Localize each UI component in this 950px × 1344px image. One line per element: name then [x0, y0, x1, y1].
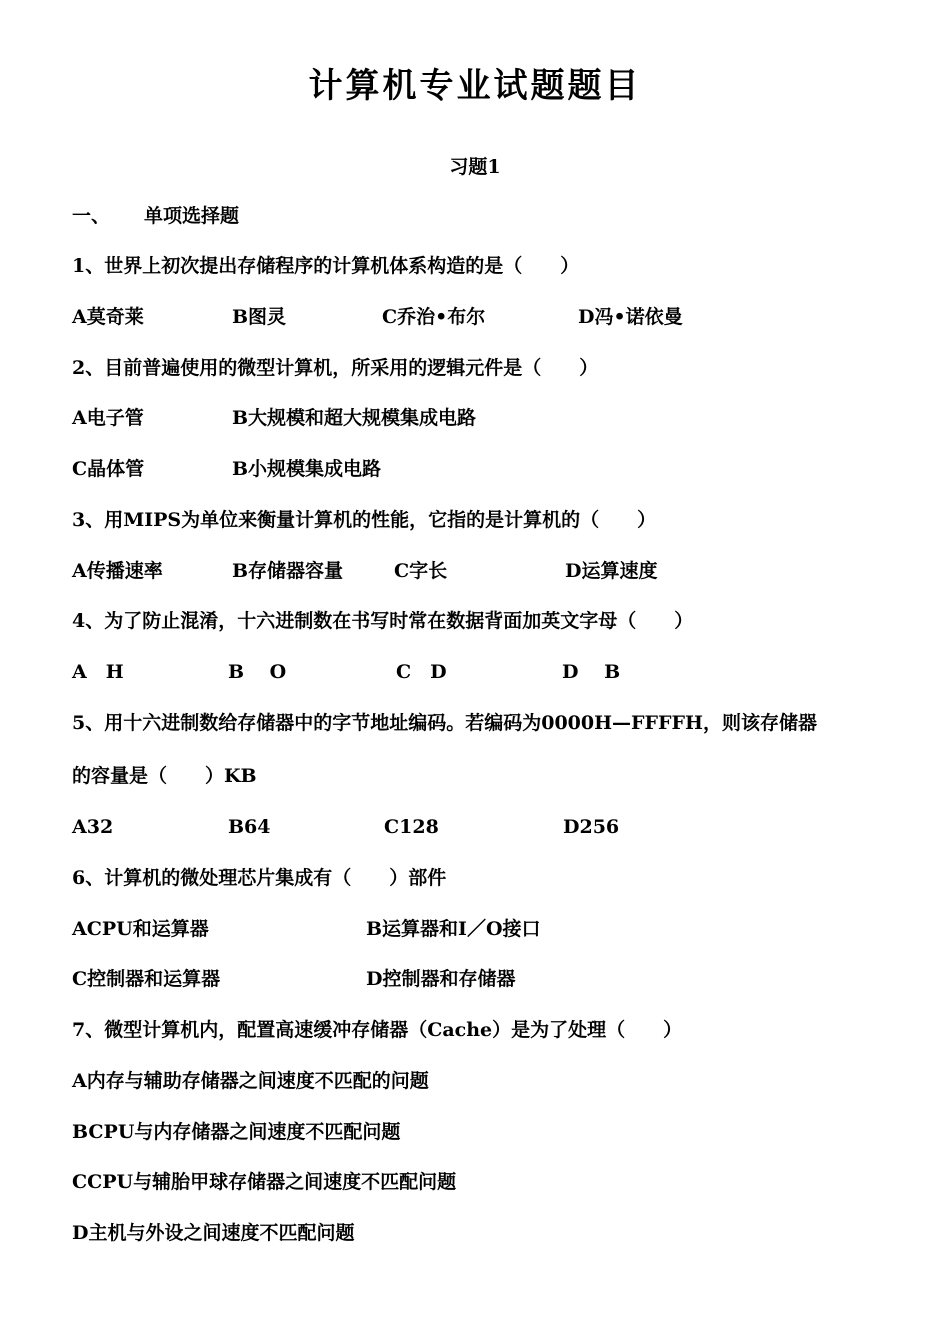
question-3: 3、用MIPS为单位来衡量计算机的性能，它指的是计算机的（ ） [72, 509, 657, 531]
section-label: 单项选择题 [144, 205, 240, 227]
question-4: 4、为了防止混淆，十六进制数在书写时常在数据背面加英文字母（ ） [72, 610, 694, 632]
page-title: 计算机专业试题题目 [308, 66, 642, 106]
q2-option-c: C晶体管 [72, 458, 145, 480]
q6-option-d: D控制器和存储器 [366, 968, 516, 990]
q7-option-c: CCPU与辅胎甲球存储器之间速度不匹配问题 [72, 1171, 457, 1193]
q3-option-a: A传播速率 [72, 560, 163, 582]
exercise-subtitle: 习题1 [449, 156, 501, 178]
q6-option-c: C控制器和运算器 [72, 968, 221, 990]
q3-option-d: D运算速度 [565, 560, 658, 582]
question-2: 2、目前普遍使用的微型计算机，所采用的逻辑元件是（ ） [72, 357, 599, 379]
section-heading [72, 204, 239, 228]
q1-option-a: A莫奇莱 [72, 306, 144, 328]
q1-option-b: B图灵 [232, 306, 287, 328]
q4-option-d: D B [562, 661, 621, 683]
q6-option-a: ACPU和运算器 [72, 918, 209, 940]
q2-option-a: A电子管 [72, 407, 144, 429]
q5-option-c: C128 [384, 816, 439, 838]
q3-option-b: B存储器容量 [232, 560, 344, 582]
q1-option-d: D冯•诺依曼 [578, 306, 683, 328]
q5-option-b: B64 [228, 816, 271, 838]
question-6: 6、计算机的微处理芯片集成有（ ）部件 [72, 867, 447, 889]
q4-option-b: B O [228, 661, 287, 683]
question-1: 1、世界上初次提出存储程序的计算机体系构造的是（ ） [72, 255, 580, 277]
q7-option-d: D主机与外设之间速度不匹配问题 [72, 1222, 355, 1244]
q2-option-d: B小规模集成电路 [232, 458, 382, 480]
q7-option-a: A内存与辅助存储器之间速度不匹配的问题 [72, 1070, 429, 1092]
q2-option-b: B大规模和超大规模集成电路 [232, 407, 477, 429]
q4-option-c: C D [396, 661, 447, 683]
question-7: 7、微型计算机内，配置高速缓冲存储器（Cache）是为了处理（ ） [72, 1019, 683, 1041]
q3-option-c: C字长 [394, 560, 448, 582]
question-5-line-2: 的容量是（ ）KB [72, 765, 257, 787]
q1-option-c: C乔治•布尔 [382, 306, 486, 328]
q5-option-a: A32 [72, 816, 114, 838]
q6-option-b: B运算器和I／O接口 [366, 918, 541, 940]
q4-option-a: A H [72, 661, 124, 683]
question-5-line-1: 5、用十六进制数给存储器中的字节地址编码。若编码为0000H—FFFFH，则该存储器 [72, 712, 817, 734]
q5-option-d: D256 [563, 816, 620, 838]
section-number: 一、 [72, 205, 111, 227]
q7-option-b: BCPU与内存储器之间速度不匹配问题 [72, 1121, 401, 1143]
